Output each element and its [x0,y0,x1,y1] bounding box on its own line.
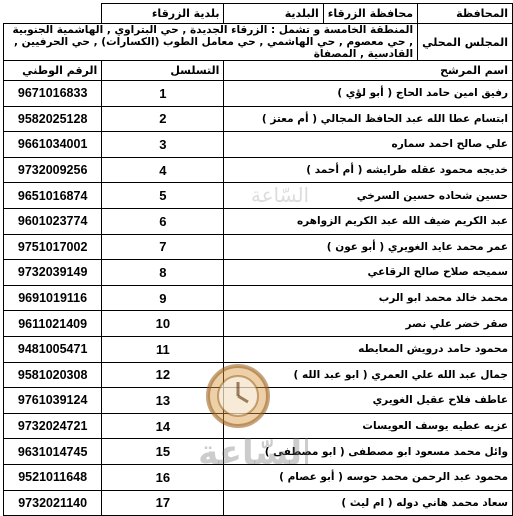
sequence-cell: 11 [102,336,224,362]
candidate-name-cell: عمر محمد عايد الغويري ( أبو عون ) [224,234,513,260]
national-id-cell: 9582025128 [4,106,102,132]
candidate-name-cell: سميحه صلاح صالح الرقاعي [224,260,513,286]
header-spacer [4,4,102,24]
sequence-cell: 3 [102,132,224,158]
national-id-cell: 9481005471 [4,336,102,362]
national-id-cell: 9661034001 [4,132,102,158]
header-row-region [4,24,513,61]
sequence-cell: 5 [102,183,224,209]
sequence-cell: 10 [102,311,224,337]
sequence-cell: 15 [102,439,224,465]
logo-text: السّاعة [198,433,308,473]
sequence-cell: 7 [102,234,224,260]
candidate-name-cell: محمود حامد درويش المعايطه [224,336,513,362]
table-row [4,183,513,209]
national-id-cell: 9761039124 [4,388,102,414]
national-id-cell: 9601023774 [4,208,102,234]
column-header-row [4,61,513,81]
candidate-name-cell: ابتسام عطا الله عبد الحافظ المجالي ( أم معتز ) [224,106,513,132]
table-row [4,336,513,362]
candidate-name-cell: عاطف فلاح عقيل الغويري [224,388,513,414]
sequence-cell: 8 [102,260,224,286]
sequence-cell: 1 [102,81,224,107]
national-id-cell: 9732021140 [4,490,102,516]
sequence-cell: 4 [102,157,224,183]
candidate-name-cell: علي صالح احمد سماره [224,132,513,158]
sequence-cell: 13 [102,388,224,414]
candidate-name-cell: جمال عبد الله علي العمري ( ابو عبد الله ) [224,362,513,388]
sequence-cell: 14 [102,413,224,439]
national-id-cell: 9691019116 [4,285,102,311]
national-id-cell: 9732039149 [4,260,102,286]
national-id-header: الرقم الوطني [4,61,102,81]
governorate-name: محافظة الزرقاء [323,4,417,24]
table-row [4,132,513,158]
table-row [4,464,513,490]
national-id-cell: 9631014745 [4,439,102,465]
sequence-cell: 12 [102,362,224,388]
table-row [4,362,513,388]
national-id-cell: 9611021409 [4,311,102,337]
national-id-cell: 9581020308 [4,362,102,388]
national-id-cell: 9671016833 [4,81,102,107]
region-description: المنطقة الخامسة و تشمل : الزرقاء الجديدة , حي البتراوي , الهاشمية الجنوبية , حي معصوم , حي الهاشمي , حي معامل الطوب (الكسارات) , حي الحرفيين , القادسية , المصفاة [4,24,418,61]
candidate-name-header: اسم المرشح [224,61,513,81]
sequence-cell: 2 [102,106,224,132]
table-row [4,106,513,132]
table-row [4,439,513,465]
header-row-governorate [4,4,513,24]
table-row [4,311,513,337]
watermark-text: السّاعة [250,183,310,207]
governorate-label: المحافظة [418,4,513,24]
sequence-cell: 17 [102,490,224,516]
sequence-cell: 16 [102,464,224,490]
table-row [4,234,513,260]
candidate-rows [4,81,513,516]
national-id-cell: 9651016874 [4,183,102,209]
candidate-name-cell: وائل محمد مسعود ابو مصطفى ( ابو مصطفى ) [224,439,513,465]
table-row [4,413,513,439]
candidate-name-cell: عبد الكريم ضيف الله عبد الكريم الزواهره [224,208,513,234]
municipality-name: بلدية الزرقاء [102,4,224,24]
national-id-cell: 9751017002 [4,234,102,260]
council-label: المجلس المحلي [418,24,513,61]
candidates-table [3,3,513,516]
sequence-cell: 6 [102,208,224,234]
table-row [4,157,513,183]
candidate-name-cell: عزيه عطيه يوسف العويسات [224,413,513,439]
table-row [4,490,513,516]
table-row [4,285,513,311]
candidate-name-cell: سعاد محمد هاني دوله ( ام ليث ) [224,490,513,516]
sequence-header: التسلسل [102,61,224,81]
municipality-label: البلدية [224,4,323,24]
table-row [4,388,513,414]
candidate-name-cell: صقر خضر علي نصر [224,311,513,337]
candidate-name-cell: حسين شحاده حسين السرخي [224,183,513,209]
candidate-name-cell: خديجه محمود عقله طرايشه ( أم أحمد ) [224,157,513,183]
national-id-cell: 9732009256 [4,157,102,183]
sequence-cell: 9 [102,285,224,311]
candidate-name-cell: محمد خالد محمد ابو الرب [224,285,513,311]
table-row [4,208,513,234]
candidate-name-cell: رفيق امين حامد الحاج ( أبو لؤي ) [224,81,513,107]
candidate-name-cell: محمود عبد الرحمن محمد حوسه ( أبو عصام ) [224,464,513,490]
table-row [4,260,513,286]
table-row [4,81,513,107]
national-id-cell: 9732024721 [4,413,102,439]
national-id-cell: 9521011648 [4,464,102,490]
